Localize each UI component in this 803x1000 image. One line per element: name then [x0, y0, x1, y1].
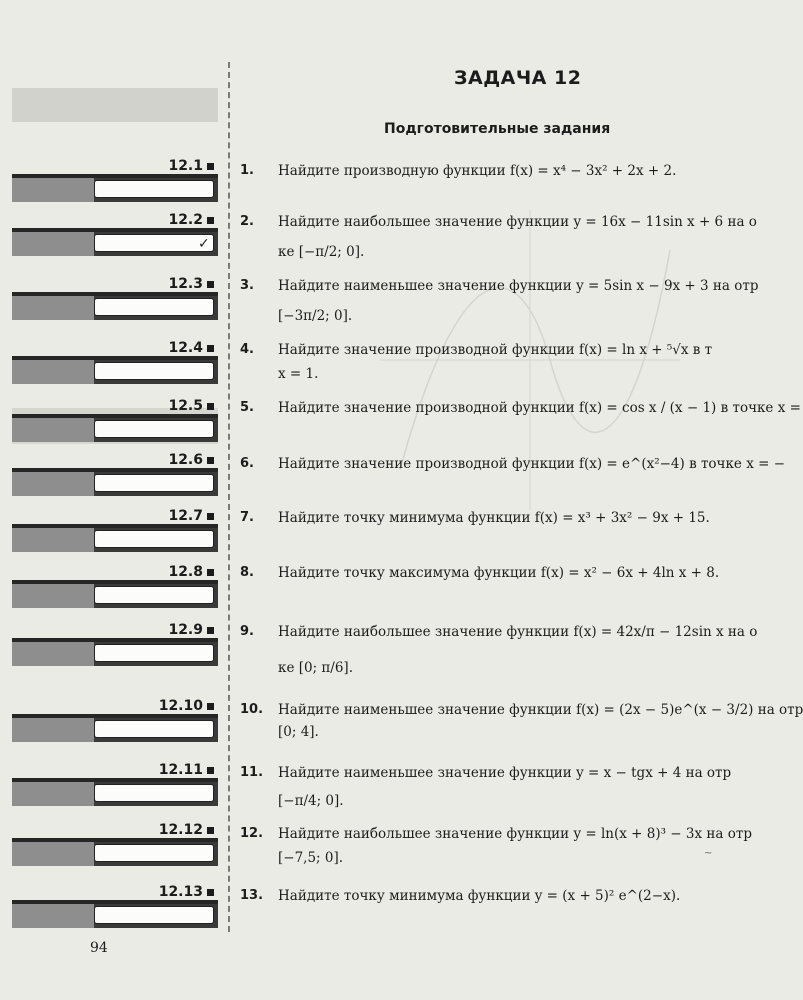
problem-text: Найдите значение производной функции f(x) = cos x / (x − 1) в точке x =	[278, 400, 801, 416]
pencil-scribble-icon: ~	[704, 848, 713, 859]
bleed-through-texture	[240, 60, 750, 920]
answer-box-label: 12.12	[158, 822, 203, 838]
header-band	[12, 88, 218, 122]
answer-field[interactable]	[94, 474, 214, 492]
problem-text-cont: ке [0; π/6].	[278, 660, 353, 676]
problem-number: 8.	[240, 565, 254, 580]
answer-field[interactable]	[94, 362, 214, 380]
answer-field[interactable]	[94, 180, 214, 198]
page-number: 94	[90, 940, 108, 956]
answer-box-label: 12.2	[168, 212, 203, 228]
answer-box-label: 12.9	[168, 622, 203, 638]
problem-number: 7.	[240, 510, 254, 525]
answer-field[interactable]	[94, 298, 214, 316]
square-marker-icon	[207, 513, 214, 520]
square-marker-icon	[207, 767, 214, 774]
problem-text-cont: [−π/4; 0].	[278, 793, 344, 809]
answer-box-label: 12.1	[168, 158, 203, 174]
page-title: ЗАДАЧА 12	[454, 67, 582, 89]
square-marker-icon	[207, 889, 214, 896]
answer-field[interactable]	[94, 844, 214, 862]
answer-box-label: 12.13	[158, 884, 203, 900]
problem-text-cont: [−7,5; 0].	[278, 850, 344, 866]
problem-number: 12.	[240, 826, 264, 841]
problem-text: Найдите точку минимума функции y = (x + 5)² e^(2−x).	[278, 888, 681, 904]
square-marker-icon	[207, 403, 214, 410]
problem-text-cont: [0; 4].	[278, 724, 319, 740]
problem-number: 10.	[240, 702, 264, 717]
answer-field[interactable]	[94, 784, 214, 802]
problem-text: Найдите производную функции f(x) = x⁴ − 3x² + 2x + 2.	[278, 163, 677, 179]
pencil-checkmark-icon: ✓	[198, 236, 210, 252]
problem-number: 13.	[240, 888, 264, 903]
answer-box-label: 12.6	[168, 452, 203, 468]
answer-field[interactable]	[94, 644, 214, 662]
problem-text: Найдите значение производной функции f(x) = ln x + ⁵√x в т	[278, 342, 713, 358]
square-marker-icon	[207, 163, 214, 170]
answer-box-label: 12.8	[168, 564, 203, 580]
problem-number: 5.	[240, 400, 254, 415]
problem-number: 4.	[240, 342, 254, 357]
problem-text-cont: ке [−π/2; 0].	[278, 244, 365, 260]
square-marker-icon	[207, 457, 214, 464]
answer-field[interactable]	[94, 720, 214, 738]
problem-number: 1.	[240, 163, 254, 178]
problem-text: Найдите наибольшее значение функции y = 16x − 11sin x + 6 на о	[278, 214, 757, 230]
answer-field[interactable]	[94, 530, 214, 548]
answer-field[interactable]	[94, 906, 214, 924]
column-divider	[228, 62, 230, 932]
section-subtitle: Подготовительные задания	[384, 121, 611, 137]
problem-text: Найдите наименьшее значение функции y = x − tgx + 4 на отр	[278, 765, 732, 781]
problem-number: 2.	[240, 214, 254, 229]
answer-box-label: 12.3	[168, 276, 203, 292]
problem-text: Найдите точку максимума функции f(x) = x² − 6x + 4ln x + 8.	[278, 565, 720, 581]
square-marker-icon	[207, 627, 214, 634]
problem-number: 3.	[240, 278, 254, 293]
problem-number: 6.	[240, 456, 254, 471]
answer-box-label: 12.7	[168, 508, 203, 524]
answer-field[interactable]	[94, 234, 214, 252]
answer-box-label: 12.4	[168, 340, 203, 356]
problem-text: Найдите наименьшее значение функции y = 5sin x − 9x + 3 на отр	[278, 278, 759, 294]
problem-text: Найдите наибольшее значение функции f(x) = 42x/π − 12sin x на о	[278, 624, 758, 640]
square-marker-icon	[207, 217, 214, 224]
answer-box-label: 12.11	[158, 762, 203, 778]
problem-text: Найдите наибольшее значение функции y = ln(x + 8)³ − 3x на отр	[278, 826, 752, 842]
square-marker-icon	[207, 281, 214, 288]
problem-number: 11.	[240, 765, 264, 780]
answer-field[interactable]	[94, 420, 214, 438]
answer-box-label: 12.5	[168, 398, 203, 414]
problem-text-cont: x = 1.	[278, 366, 319, 382]
square-marker-icon	[207, 703, 214, 710]
answer-field[interactable]	[94, 586, 214, 604]
square-marker-icon	[207, 569, 214, 576]
problem-text: Найдите точку минимума функции f(x) = x³ + 3x² − 9x + 15.	[278, 510, 710, 526]
square-marker-icon	[207, 345, 214, 352]
problem-text: Найдите наименьшее значение функции f(x) = (2x − 5)e^(x − 3/2) на отр	[278, 702, 803, 718]
problem-number: 9.	[240, 624, 254, 639]
answer-box-label: 12.10	[158, 698, 203, 714]
square-marker-icon	[207, 827, 214, 834]
problem-text: Найдите значение производной функции f(x) = e^(x²−4) в точке x = −	[278, 456, 786, 472]
problem-text-cont: [−3π/2; 0].	[278, 308, 353, 324]
